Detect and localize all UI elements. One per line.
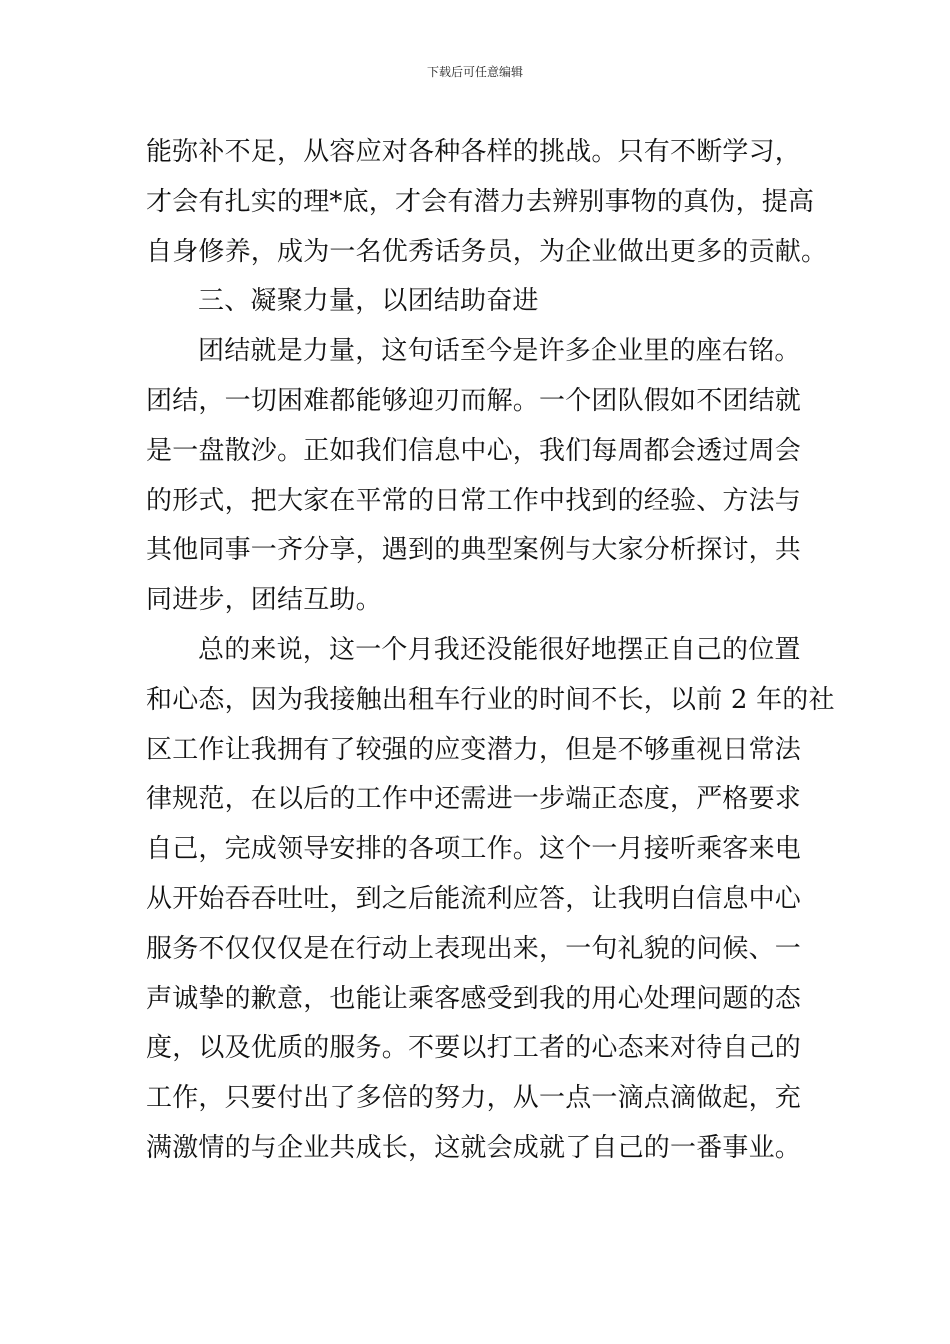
text-line: 声诚挚的歉意，也能让乘客感受到我的用心处理问题的态 [146,983,802,1014]
text-line: 的形式，把大家在平常的日常工作中找到的经验、方法与 [146,485,802,516]
page-header: 下载后可任意编辑 [426,65,523,79]
text-line: 从开始吞吞吐吐，到之后能流利应答，让我明白信息中心 [146,883,802,914]
text-line: 满激情的与企业共成长，这就会成就了自己的一番事业。 [146,1132,802,1163]
text-line: 自身修养，成为一名优秀话务员，为企业做出更多的贡献。 [146,236,828,267]
text-line: 同进步，团结互助。 [146,585,382,616]
text-line: 是一盘散沙。正如我们信息中心，我们每周都会透过周会 [146,435,802,466]
text-line: 服务不仅仅仅是在行动上表现出来，一句礼貌的问候、一 [146,933,802,964]
text-line: 律规范，在以后的工作中还需进一步端正态度，严格要求 [146,784,802,815]
text-line: 团结，一切困难都能够迎刃而解。一个团队假如不团结就 [146,385,802,416]
text-line: 总的来说，这一个月我还没能很好地摆正自己的位置 [198,634,801,665]
text-line: 能弥补不足，从容应对各种各样的挑战。只有不断学习， [146,137,802,167]
text-line: 区工作让我拥有了较强的应变潜力，但是不够重视日常法 [146,734,802,765]
text-line: 三、凝聚力量，以团结助奋进 [198,286,539,317]
text-line: 才会有扎实的理*底，才会有潜力去辨别事物的真伪，提高 [146,186,815,217]
text-line: 自己，完成领导安排的各项工作。这个一月接听乘客来电 [146,834,802,865]
text-line: 和心态，因为我接触出租车行业的时间不长，以前 2 年的社 [146,684,835,715]
text-line: 其他同事一齐分享，遇到的典型案例与大家分析探讨，共 [146,535,802,566]
document-body [146,128,835,1174]
text-line: 工作，只要付出了多倍的努力，从一点一滴点滴做起，充 [146,1083,802,1114]
text-line: 团结就是力量，这句话至今是许多企业里的座右铭。 [198,336,801,367]
text-line: 度，以及优质的服务。不要以打工者的心态来对待自己的 [146,1033,802,1064]
